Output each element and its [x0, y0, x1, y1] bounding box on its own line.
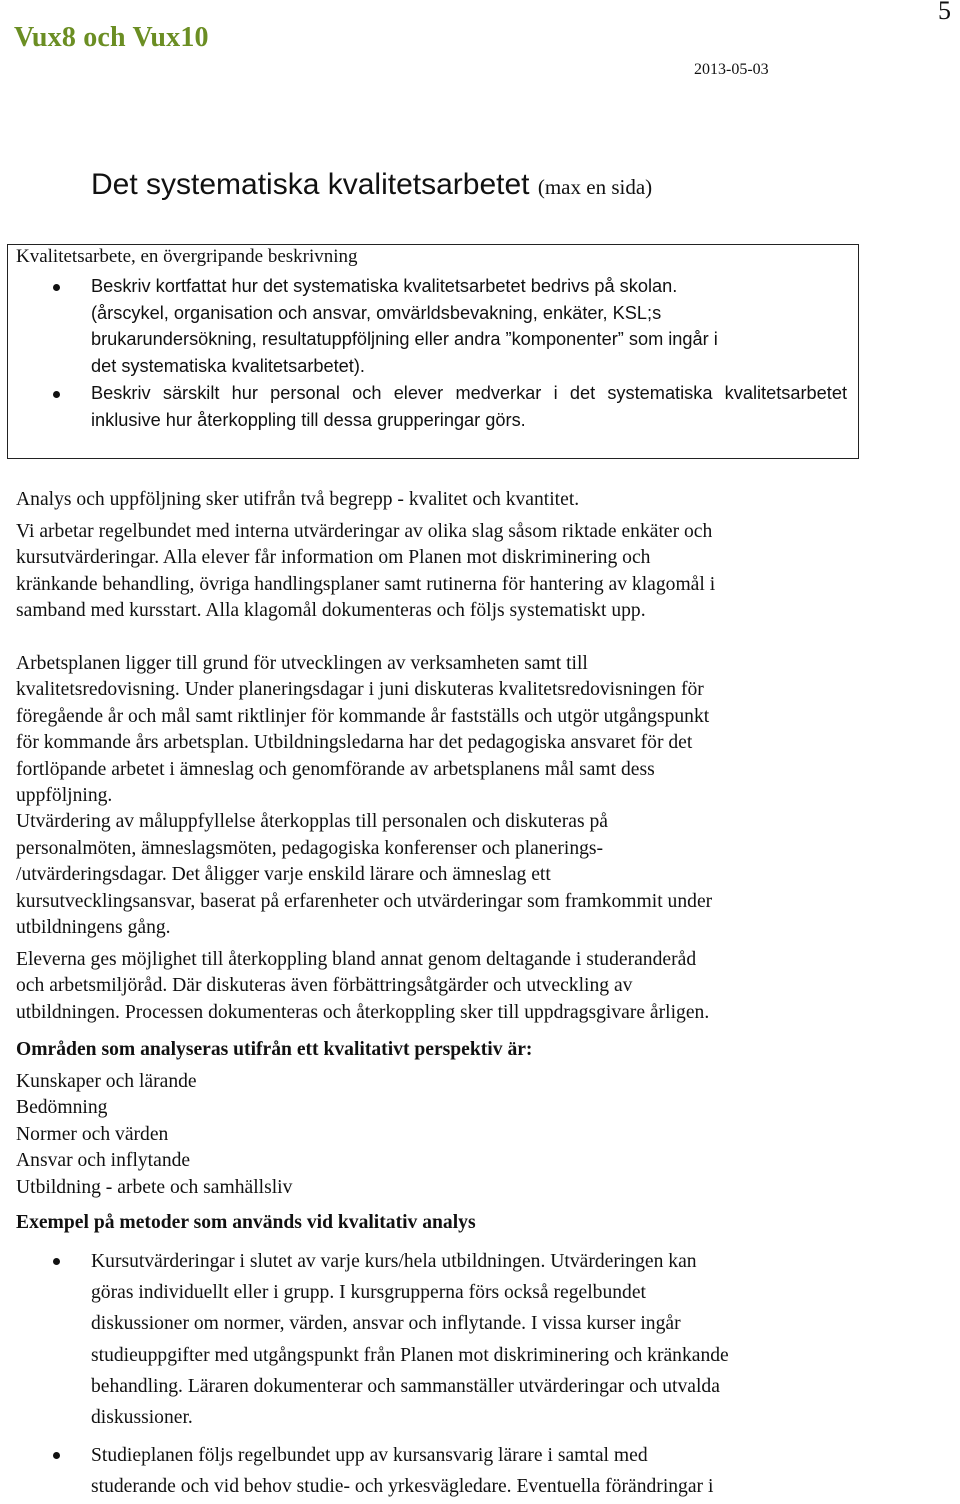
paragraph-line: Utvärdering av måluppfyllelse återkopplas till personalen och diskuteras på: [16, 811, 608, 833]
qualitative-areas-heading: Områden som analyseras utifrån ett kvalitativt perspektiv är:: [16, 1039, 533, 1060]
paragraph-line: samband med kursstart. Alla klagomål dokumenteras och följs systematiskt upp.: [16, 600, 646, 622]
paragraph-line: Eleverna ges möjlighet till återkoppling bland annat genom deltagande i studeranderåd: [16, 949, 697, 970]
method-line: behandling. Läraren dokumenterar och sammanställer utvärderingar och utvalda: [91, 1375, 720, 1397]
list-item: Ansvar och inflytande: [16, 1150, 191, 1172]
method-line: studieuppgifter med utgångspunkt från Planen mot diskriminering och kränkande: [91, 1344, 729, 1366]
bullet-icon: [53, 391, 60, 398]
instruction-box-heading: Kvalitetsarbete, en övergripande beskrivning: [16, 246, 358, 267]
bullet-icon: [53, 1452, 60, 1459]
paragraph-line: /utvärderingsdagar. Det åligger varje enskild lärare och ämneslag ett: [16, 864, 551, 886]
paragraph-line: kränkande behandling, övriga handlingsplaner samt rutinerna för hantering av klagomål i: [16, 573, 716, 595]
paragraph-analysis: Analys och uppföljning sker utifrån två begrepp - kvalitet och kvantitet.: [16, 489, 580, 510]
paragraph-line: kursutvärderingar. Alla elever får information om Planen mot diskriminering och: [16, 547, 651, 569]
paragraph-line: Arbetsplanen ligger till grund för utvecklingen av verksamheten samt till: [16, 653, 588, 674]
paragraph-line: utbildningens gång.: [16, 917, 171, 939]
paragraph-line: föregående år och mål samt riktlinjer för kommande år fastställs och utgör utgångspunkt: [16, 705, 710, 727]
document-date: 2013-05-03: [694, 61, 769, 78]
instruction-bullet-1-line: Beskriv kortfattat hur det systematiska kvalitetsarbetet bedrivs på skolan.: [91, 276, 678, 296]
section-title-text: Det systematiska kvalitetsarbetet: [91, 168, 530, 201]
section-title: [91, 168, 652, 202]
section-title-suffix: (max en sida): [537, 175, 653, 199]
instruction-bullet-1-line: (årscykel, organisation och ansvar, omvärldsbevakning, enkäter, KSL;s: [91, 302, 662, 323]
method-item-2: [91, 1440, 851, 1502]
method-line: Studieplanen följs regelbundet upp av kursansvarig lärare i samtal med: [91, 1445, 648, 1466]
instruction-bullet-1-line: brukarundersökning, resultatuppföljning eller andra ”komponenter” som ingår i: [91, 329, 718, 350]
instruction-bullet-1-line: det systematiska kvalitetsarbetet).: [91, 355, 365, 376]
list-item: Bedömning: [16, 1097, 108, 1119]
list-item: Normer och värden: [16, 1123, 169, 1145]
paragraph-student-feedback: [16, 947, 709, 1026]
instruction-bullet-1: [91, 273, 851, 379]
bullet-icon: [53, 284, 60, 291]
paragraph-evaluations: [16, 519, 715, 625]
method-item-1: [91, 1246, 851, 1433]
paragraph-line: utbildningen. Processen dokumenteras och återkoppling sker till uppdragsgivare årligen.: [16, 1001, 710, 1023]
method-line: studerande och vid behov studie- och yrkesvägledare. Eventuella förändringar i: [91, 1476, 714, 1498]
instruction-box-bottom-border: [7, 458, 859, 459]
method-line: diskussioner om normer, värden, ansvar och inflytande. I vissa kurser ingår: [91, 1313, 681, 1335]
paragraph-line: kvalitetsredovisning. Under planeringsdagar i juni diskuteras kvalitetsredovisningen för: [16, 679, 704, 701]
bullet-icon: [53, 1258, 60, 1265]
qualitative-areas-list: [16, 1069, 292, 1201]
instruction-bullet-2: Beskriv särskilt hur personal och elever medverkar i det systematiska kvalitetsarbetet inklusive hur återkoppling till dessa grupperingar görs.: [91, 383, 847, 430]
paragraph-line: personalmöten, ämneslagsmöten, pedagogiska konferenser och planerings-: [16, 837, 604, 859]
paragraph-line: för kommande års arbetsplan. Utbildningsledarna har det pedagogiska ansvaret för det: [16, 732, 693, 754]
paragraph-workplan: [16, 651, 712, 941]
methods-heading: Exempel på metoder som används vid kvalitativ analys: [16, 1212, 476, 1233]
paragraph-line: Vi arbetar regelbundet med interna utvärderingar av olika slag såsom riktade enkäter och: [16, 521, 713, 542]
page-number: 5: [938, 0, 951, 25]
paragraph-line: kursutvecklingsansvar, baserat på erfarenheter och utvärderingar som framkommit under: [16, 890, 713, 912]
document-header-title: Vux8 och Vux10: [14, 22, 209, 53]
method-line: Kursutvärderingar i slutet av varje kurs/hela utbildningen. Utvärderingen kan: [91, 1251, 697, 1272]
paragraph-line: fortlöpande arbetet i ämneslag och genomförande av arbetsplanens mål samt dess: [16, 758, 655, 780]
list-item: Kunskaper och lärande: [16, 1071, 197, 1092]
paragraph-line: uppföljning.: [16, 785, 113, 807]
paragraph-line: och arbetsmiljöråd. Där diskuteras även förbättringsåtgärder och utveckling av: [16, 975, 633, 997]
method-line: göras individuellt eller i grupp. I kursgrupperna förs också regelbundet: [91, 1282, 646, 1304]
method-line: diskussioner.: [91, 1407, 193, 1429]
list-item: Utbildning - arbete och samhällsliv: [16, 1176, 293, 1198]
